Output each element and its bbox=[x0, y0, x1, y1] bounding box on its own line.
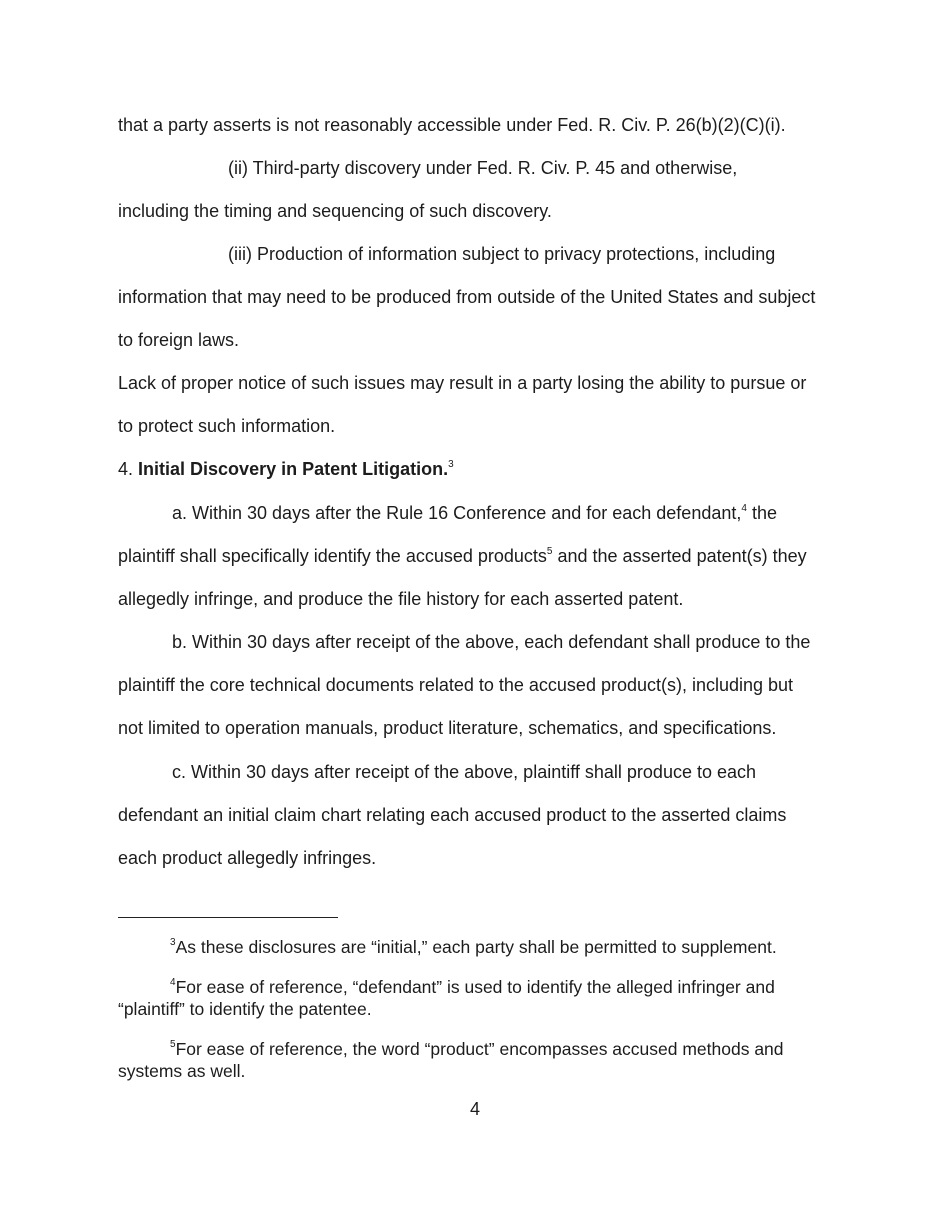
para-c-line: each product allegedly infringes. bbox=[118, 848, 377, 868]
section-heading bbox=[118, 458, 454, 480]
notice-line: Lack of proper notice of such issues may result in a party losing the ability to pursue or bbox=[118, 373, 807, 393]
item-iii-line: (iii) Production of information subject to privacy protections, including bbox=[228, 244, 776, 264]
footnote-ref: 3 bbox=[448, 459, 454, 470]
para-c-line: defendant an initial claim chart relating each accused product to the asserted claims bbox=[118, 805, 787, 825]
footnote-5: $^5$For ease of reference, the word “product” encompasses accused methods and bbox=[170, 1039, 784, 1059]
section-title: Initial Discovery in Patent Litigation. bbox=[138, 459, 449, 479]
footnote-5-cont: systems as well. bbox=[118, 1061, 246, 1081]
item-ii-line: (ii) Third-party discovery under Fed. R. Civ. P. 45 and otherwise, bbox=[228, 158, 738, 178]
footnote-separator bbox=[118, 917, 338, 918]
item-iii-line: information that may need to be produced from outside of the United States and subject bbox=[118, 287, 816, 307]
section-number: 4. bbox=[118, 459, 134, 479]
footnote-ref: 4 bbox=[741, 503, 747, 514]
para-b-line: not limited to operation manuals, product literature, schematics, and specifications. bbox=[118, 718, 777, 738]
para-a-line: plaintiff shall specifically identify the accused products$^5$ and the asserted patent(s) they bbox=[118, 546, 807, 566]
item-ii-line: including the timing and sequencing of such discovery. bbox=[118, 201, 552, 221]
para-b-line: b. Within 30 days after receipt of the above, each defendant shall produce to the bbox=[172, 632, 811, 652]
page-number: 4 bbox=[470, 1099, 481, 1119]
para-a-line: allegedly infringe, and produce the file history for each asserted patent. bbox=[118, 589, 684, 609]
footnote-4: $^4$For ease of reference, “defendant” is used to identify the alleged infringer and bbox=[170, 977, 775, 997]
notice-line: to protect such information. bbox=[118, 416, 336, 436]
item-iii-line: to foreign laws. bbox=[118, 330, 240, 350]
footnote-4-cont: “plaintiff” to identify the patentee. bbox=[118, 999, 372, 1019]
body-line: that a party asserts is not reasonably accessible under Fed. R. Civ. P. 26(b)(2)(C)(i). bbox=[118, 115, 786, 135]
para-b-line: plaintiff the core technical documents related to the accused product(s), including but bbox=[118, 675, 794, 695]
footnote-ref: 5 bbox=[546, 546, 553, 557]
para-a-line: a. Within 30 days after the Rule 16 Conference and for each defendant,$^4$ the bbox=[172, 503, 777, 523]
para-c-line: c. Within 30 days after receipt of the above, plaintiff shall produce to each bbox=[172, 762, 757, 782]
footnote-3: $^3$As these disclosures are “initial,” each party shall be permitted to supplement. bbox=[170, 937, 777, 957]
